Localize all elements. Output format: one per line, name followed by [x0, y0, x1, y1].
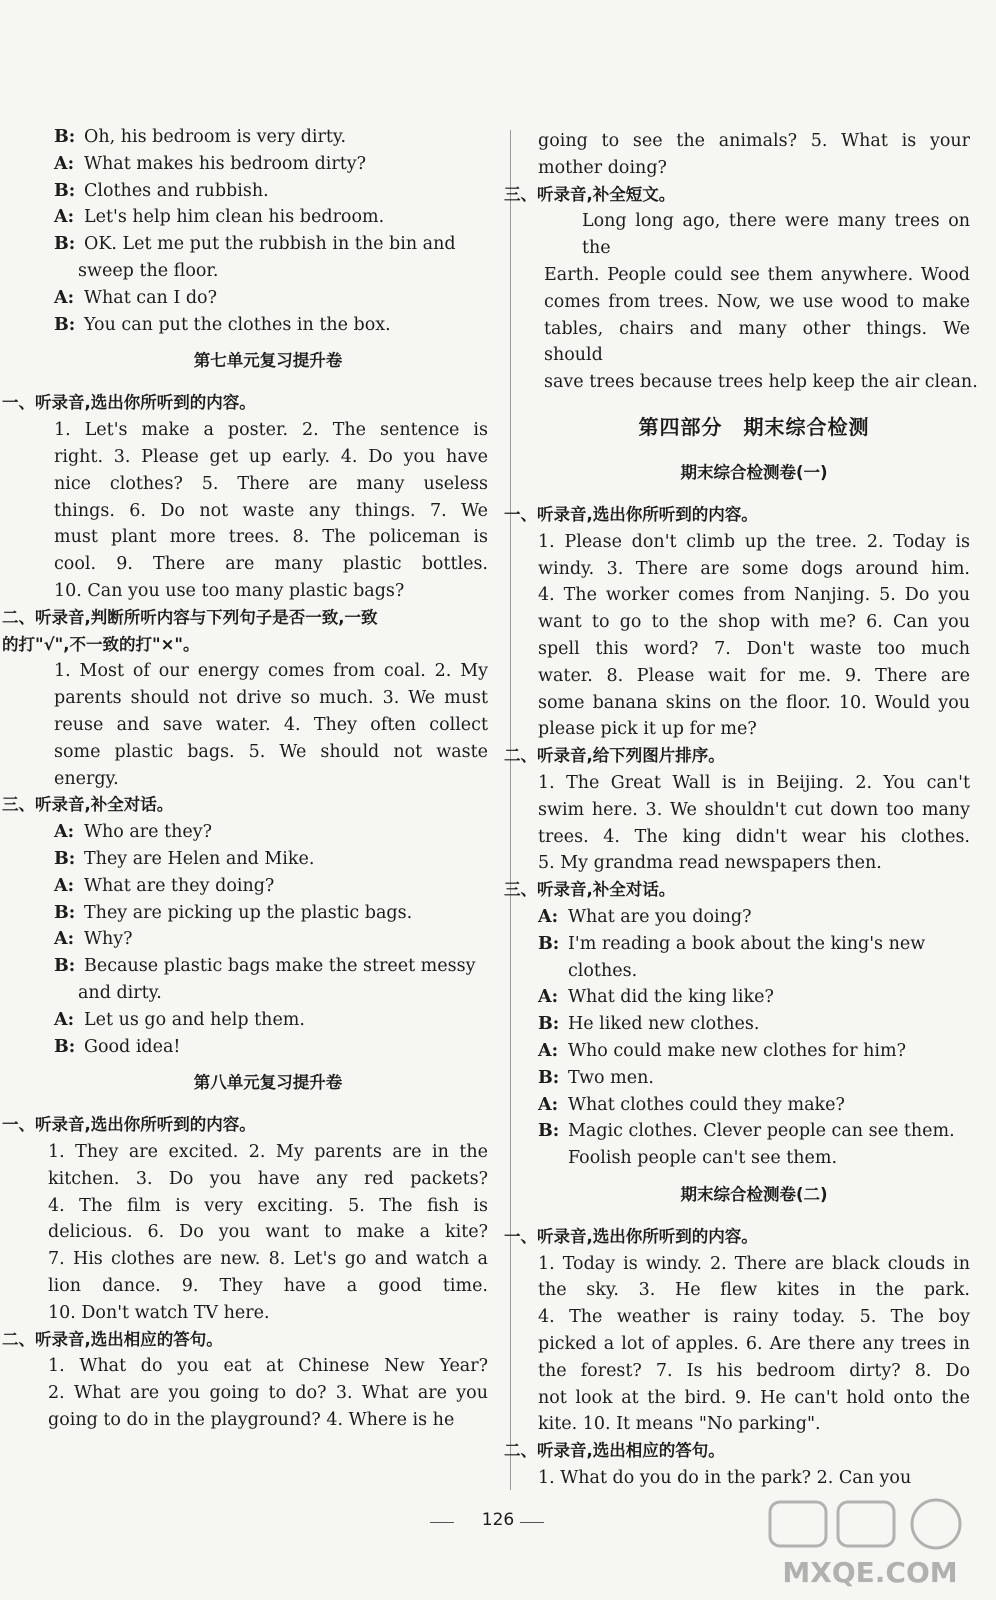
- dialogue-line: [538, 1092, 970, 1119]
- text-line: 4. The weather is rainy today. 5. The boy: [538, 1307, 970, 1328]
- text-line: 1. They are excited. 2. My parents are in the: [48, 1142, 488, 1163]
- unit8-title: 第八单元复习提升卷: [193, 1073, 343, 1093]
- dialogue-text: They are Helen and Mike.: [84, 848, 315, 869]
- dialogue-line: [48, 204, 488, 231]
- text-line: 1. Today is windy. 2. There are black clouds in: [538, 1253, 970, 1274]
- passage-body: [538, 208, 978, 396]
- speaker-label: A:: [538, 906, 559, 927]
- dialogue-text: What are you doing?: [568, 906, 752, 927]
- speaker-label: A:: [538, 1040, 559, 1061]
- dialogue-text-cont: and dirty.: [78, 982, 162, 1003]
- unit8-section2-body: [48, 1353, 488, 1433]
- speaker-label: B:: [54, 956, 76, 977]
- dialogue-line: [48, 819, 488, 846]
- speaker-label: A:: [54, 207, 75, 228]
- text-line: 1. What do you do in the park? 2. Can you: [538, 1468, 912, 1489]
- text-line: 4. The film is very exciting. 5. The fish is: [48, 1195, 488, 1216]
- text-line: 1. What do you eat at Chinese New Year?: [48, 1356, 488, 1377]
- dialogue-text: Good idea!: [84, 1036, 181, 1057]
- text-line: Long long ago, there were many trees on the: [582, 211, 970, 259]
- test1-section1-heading: 一、听录音,选出你所听到的内容。: [504, 504, 758, 524]
- dialogue-text: You can put the clothes in the box.: [84, 314, 391, 335]
- text-line: trees. 4. The king didn't wear his clothes.: [538, 826, 970, 847]
- text-line: kite. 10. It means "No parking".: [538, 1414, 821, 1435]
- text-line: parents should not drive so much. 3. We must: [54, 688, 488, 709]
- test2-section1-body: [538, 1251, 970, 1439]
- speaker-label: B:: [538, 1067, 560, 1088]
- text-line: 4. The worker comes from Nanjing. 5. Do you: [538, 585, 970, 606]
- dialogue-text: What can I do?: [84, 287, 217, 308]
- dialogue-text-cont: sweep the floor.: [78, 260, 219, 281]
- page-number-dash-right: [520, 1522, 544, 1523]
- dialogue-text: Let us go and help them.: [84, 1009, 305, 1030]
- text-line: 10. Can you use too many plastic bags?: [54, 580, 405, 601]
- text-line: kitchen. 3. Do you have any red packets?: [48, 1168, 488, 1189]
- dialogue-text: Two men.: [568, 1067, 654, 1088]
- dialogue-line: [538, 904, 970, 931]
- dialogue-text: What clothes could they make?: [568, 1094, 845, 1115]
- right-column: [504, 128, 978, 1492]
- unit7-section2-heading: 二、听录音,判断所听内容与下列句子是否一致,一致: [2, 607, 378, 627]
- test1-dialogue: [538, 904, 970, 1172]
- watermark-text: MXQE.COM: [782, 1556, 958, 1589]
- text-line: want to go to the shop with me? 6. Can you: [538, 612, 970, 633]
- watermark-logo: [760, 1496, 980, 1592]
- speaker-label: A:: [54, 875, 75, 896]
- text-line: swim here. 3. We shouldn't cut down too many: [538, 799, 970, 820]
- dialogue-text: Oh, his bedroom is very dirty.: [84, 127, 347, 147]
- test1-section1-body: [538, 529, 970, 743]
- dialogue-text: I'm reading a book about the king's new: [568, 933, 926, 954]
- text-line: the forest? 7. Is his bedroom dirty? 8. Do: [538, 1360, 970, 1381]
- speaker-label: A:: [54, 153, 75, 174]
- test1-section2-heading: 二、听录音,给下列图片排序。: [504, 746, 725, 766]
- dialogue-text: What did the king like?: [568, 987, 774, 1008]
- dialogue-line: [48, 178, 488, 205]
- speaker-label: B:: [54, 848, 76, 869]
- dialogue-line: [538, 1118, 970, 1145]
- text-line: water. 8. Please wait for me. 9. There are: [538, 665, 970, 686]
- dialogue-text: He liked new clothes.: [568, 1014, 760, 1035]
- text-line: comes from trees. Now, we use wood to make: [544, 291, 970, 312]
- text-line: 1. The Great Wall is in Beijing. 2. You can't: [538, 772, 970, 793]
- left-column: [2, 124, 488, 1434]
- dialogue-text: Who are they?: [84, 822, 213, 843]
- dialogue-text: OK. Let me put the rubbish in the bin and: [84, 234, 456, 255]
- dialogue-text-cont: clothes.: [568, 960, 638, 981]
- text-line: some banana skins on the floor. 10. Would you: [538, 692, 970, 713]
- speaker-label: B:: [54, 314, 76, 335]
- dialogue-line: [538, 931, 970, 958]
- text-line: tables, chairs and many other things. We should: [544, 318, 970, 366]
- test1-section3-heading: 三、听录音,补全对话。: [504, 880, 676, 900]
- test2-section2-heading: 二、听录音,选出相应的答句。: [504, 1441, 725, 1461]
- speaker-label: A:: [54, 822, 75, 843]
- dialogue-line: [48, 846, 488, 873]
- unit7-section2-body: [48, 658, 488, 792]
- dialogue-line: [48, 953, 488, 980]
- column-divider: [510, 130, 511, 1490]
- unit8-section1-body: [48, 1139, 488, 1327]
- text-line: 1. Please don't climb up the tree. 2. Today is: [538, 531, 970, 552]
- speaker-label: B:: [538, 1014, 560, 1035]
- unit7-section1-body: [48, 417, 488, 605]
- page-number: 126: [481, 1510, 515, 1530]
- text-line: delicious. 6. Do you want to make a kite?: [48, 1222, 488, 1243]
- text-line: save trees because trees help keep the air clean.: [544, 372, 978, 393]
- speaker-label: A:: [54, 287, 75, 308]
- dialogue-line: [48, 124, 488, 151]
- text-line: windy. 3. There are some dogs around him.: [538, 558, 970, 579]
- dialogue-text: Let's help him clean his bedroom.: [84, 207, 385, 228]
- text-line: cool. 9. There are many plastic bottles.: [54, 554, 488, 575]
- dialogue-text: They are picking up the plastic bags.: [84, 902, 413, 923]
- dialogue-continued: [48, 124, 488, 338]
- speaker-label: A:: [54, 929, 75, 950]
- unit7-dialogue: [48, 819, 488, 1060]
- test1-section2-body: [538, 770, 970, 877]
- dialogue-text: Why?: [84, 929, 133, 950]
- dialogue-line: [538, 984, 970, 1011]
- text-line: the sky. 3. He flew kites in the park.: [538, 1280, 970, 1301]
- speaker-label: A:: [538, 987, 559, 1008]
- test2-section2-body: [538, 1465, 970, 1492]
- test1-title: 期末综合检测卷(一): [680, 462, 828, 482]
- text-line: 1. Let's make a poster. 2. The sentence is: [54, 420, 488, 441]
- dialogue-text: What makes his bedroom dirty?: [84, 153, 367, 174]
- passage-heading: 三、听录音,补全短文。: [504, 184, 676, 204]
- text-line: going to do in the playground? 4. Where is he: [48, 1410, 455, 1431]
- dialogue-line: [48, 900, 488, 927]
- dialogue-line: [48, 926, 488, 953]
- dialogue-line: [48, 873, 488, 900]
- test2-title: 期末综合检测卷(二): [680, 1184, 828, 1204]
- text-line: 10. Don't watch TV here.: [48, 1302, 270, 1323]
- speaker-label: B:: [538, 1121, 560, 1142]
- dialogue-line: [48, 231, 488, 258]
- dialogue-text: What are they doing?: [84, 875, 275, 896]
- unit7-section3-heading: 三、听录音,补全对话。: [2, 795, 174, 815]
- dialogue-text: Magic clothes. Clever people can see them.: [568, 1121, 955, 1142]
- speaker-label: B:: [54, 180, 76, 201]
- test2-section1-heading: 一、听录音,选出你所听到的内容。: [504, 1226, 758, 1246]
- unit8-section1-heading: 一、听录音,选出你所听到的内容。: [2, 1115, 256, 1135]
- text-line: 7. His clothes are new. 8. Let's go and watch a: [48, 1249, 488, 1270]
- text-line: please pick it up for me?: [538, 719, 757, 740]
- text-line: right. 3. Please get up early. 4. Do you have: [54, 446, 488, 467]
- unit7-title: 第七单元复习提升卷: [193, 351, 343, 371]
- text-line: 2. What are you going to do? 3. What are you: [48, 1383, 488, 1404]
- text-line: energy.: [54, 768, 119, 789]
- text-line: must plant more trees. 8. The policeman is: [54, 527, 488, 548]
- text-line: things. 6. Do not waste any things. 7. We: [54, 500, 488, 521]
- dialogue-line: [48, 312, 488, 339]
- text-line: nice clothes? 5. There are many useless: [54, 473, 488, 494]
- unit7-section1-heading: 一、听录音,选出你所听到的内容。: [2, 393, 256, 413]
- text-line: mother doing?: [538, 157, 667, 178]
- text-line: 5. My grandma read newspapers then.: [538, 853, 882, 874]
- dialogue-line: [48, 285, 488, 312]
- dialogue-line: [538, 1065, 970, 1092]
- speaker-label: A:: [538, 1094, 559, 1115]
- speaker-label: B:: [54, 902, 76, 923]
- unit8-section2-heading: 二、听录音,选出相应的答句。: [2, 1329, 223, 1349]
- text-line: going to see the animals? 5. What is your: [538, 131, 970, 151]
- dialogue-text-cont: Foolish people can't see them.: [568, 1148, 838, 1169]
- text-line: spell this word? 7. Don't waste too much: [538, 638, 970, 659]
- dialogue-line: [48, 1007, 488, 1034]
- previous-section-continued: [538, 128, 970, 182]
- dialogue-line: [48, 1034, 488, 1061]
- unit7-section2-heading-cont: 的打"√",不一致的打"×"。: [2, 634, 200, 654]
- dialogue-line: [538, 1038, 970, 1065]
- dialogue-line: [538, 1011, 970, 1038]
- text-line: some plastic bags. 5. We should not waste: [54, 741, 488, 762]
- speaker-label: B:: [54, 1036, 76, 1057]
- speaker-label: B:: [54, 234, 76, 255]
- text-line: reuse and save water. 4. They often collect: [54, 714, 488, 735]
- dialogue-text: Because plastic bags make the street messy: [84, 956, 476, 977]
- text-line: 1. Most of our energy comes from coal. 2. My: [54, 661, 488, 682]
- text-line: not look at the bird. 9. He can't hold onto the: [538, 1387, 970, 1408]
- dialogue-text: Who could make new clothes for him?: [568, 1040, 906, 1061]
- part4-title: 第四部分 期末综合检测: [638, 414, 870, 439]
- dialogue-line: [48, 151, 488, 178]
- speaker-label: A:: [54, 1009, 75, 1030]
- text-line: picked a lot of apples. 6. Are there any trees in: [538, 1334, 970, 1355]
- text-line: Earth. People could see them anywhere. Wood: [544, 264, 970, 285]
- speaker-label: B:: [54, 127, 76, 147]
- text-line: lion dance. 9. They have a good time.: [48, 1276, 488, 1297]
- speaker-label: B:: [538, 933, 560, 954]
- dialogue-text: Clothes and rubbish.: [84, 180, 269, 201]
